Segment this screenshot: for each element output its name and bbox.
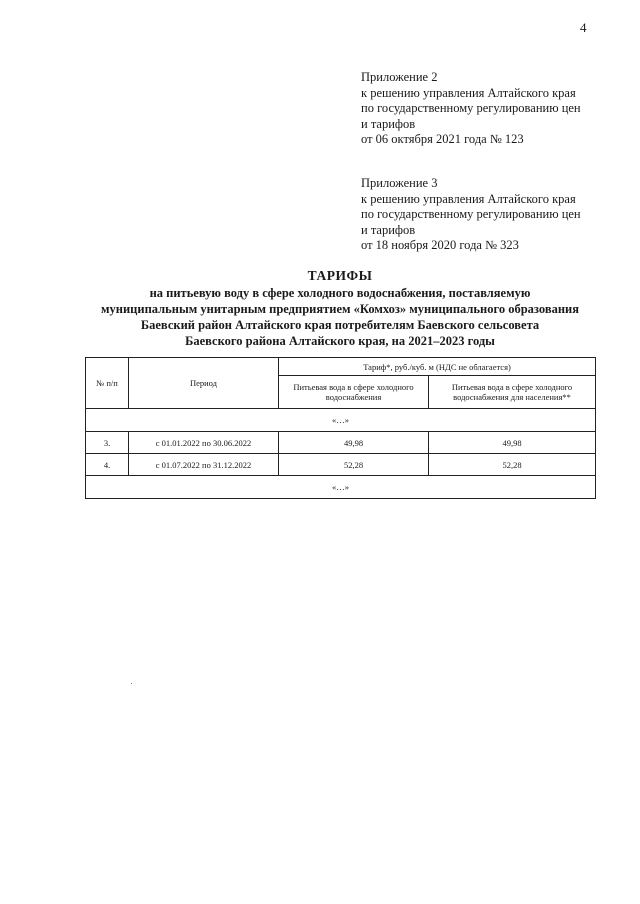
row-num: 4. — [86, 454, 129, 476]
appendix-line: и тарифов — [361, 222, 416, 237]
ellipsis-row — [86, 476, 596, 499]
title-line: Баевского района Алтайского края, на 2021–2023 годы — [185, 334, 495, 348]
appendix-line: к решению управления Алтайского края — [361, 191, 576, 206]
appendix-current-header — [361, 70, 611, 148]
row-population-value: 52,28 — [429, 454, 596, 476]
header-num: № п/п — [86, 358, 129, 409]
title-line: на питьевую воду в сфере холодного водоснабжения, поставляемую — [149, 286, 531, 300]
appendix-line: по государственному регулированию цен — [361, 101, 581, 115]
tariff-table — [85, 357, 596, 499]
appendix-line: и тарифов — [361, 116, 416, 131]
header-tariff-group: Тариф*, руб./куб. м (НДС не облагается) — [279, 358, 596, 376]
title-line: Баевский район Алтайского края потребителям Баевского сельсовета — [140, 318, 540, 332]
appendix-line: от 06 октября 2021 года № 123 — [361, 132, 524, 146]
row-drinking-value: 49,98 — [279, 432, 429, 454]
ellipsis-top: «…» — [86, 409, 596, 432]
header-population-water: Питьевая вода в сфере холодного водоснабжения для населения** — [429, 376, 596, 409]
appendix-original-header — [361, 176, 611, 254]
row-num: 3. — [86, 432, 129, 454]
row-period: с 01.01.2022 по 30.06.2022 — [129, 432, 279, 454]
appendix-line: по государственному регулированию цен — [361, 207, 581, 221]
title-line: муниципальным унитарным предприятием «Комхоз» муниципального образования — [101, 302, 579, 316]
ellipsis-row — [86, 409, 596, 432]
page-number: 4 — [580, 20, 587, 35]
appendix-line: Приложение 3 — [361, 176, 438, 190]
header-period: Период — [129, 358, 279, 409]
row-period: с 01.07.2022 по 31.12.2022 — [129, 454, 279, 476]
appendix-line: Приложение 2 — [361, 70, 438, 84]
table-row — [86, 454, 596, 476]
document-title — [40, 268, 640, 349]
row-population-value: 49,98 — [429, 432, 596, 454]
scan-speck — [131, 683, 132, 684]
title-main: ТАРИФЫ — [307, 268, 373, 283]
ellipsis-bottom: «…» — [86, 476, 596, 499]
appendix-line: от 18 ноября 2020 года № 323 — [361, 238, 519, 252]
header-row — [86, 358, 596, 376]
table-row — [86, 432, 596, 454]
row-drinking-value: 52,28 — [279, 454, 429, 476]
header-drinking-water: Питьевая вода в сфере холодного водоснабжения — [279, 376, 429, 409]
appendix-line: к решению управления Алтайского края — [361, 85, 576, 100]
